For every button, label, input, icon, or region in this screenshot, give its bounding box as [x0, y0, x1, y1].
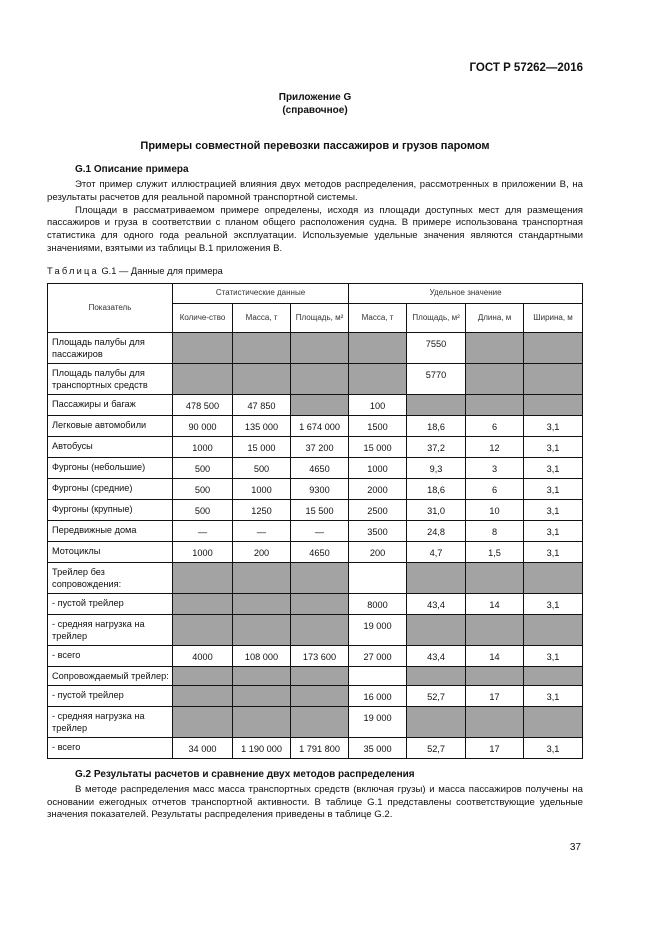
- shaded-cell: [233, 593, 291, 614]
- table-cell: —: [291, 520, 349, 541]
- shaded-cell: [466, 706, 524, 737]
- table-cell: 15 000: [349, 436, 407, 457]
- shaded-cell: [233, 685, 291, 706]
- table-row: [48, 415, 583, 436]
- table-cell: 4000: [173, 645, 233, 666]
- appendix-subtitle: (справочное): [282, 105, 348, 116]
- table-cell: 2500: [349, 499, 407, 520]
- section-1-heading: G.1 Описание примера: [75, 164, 189, 175]
- table-row: [48, 737, 583, 758]
- table-cell: 8000: [349, 593, 407, 614]
- table-cell: 1 791 800: [291, 737, 349, 758]
- row-label: Пассажиры и багаж: [48, 394, 173, 415]
- main-title: Примеры совместной перевозки пассажиров и грузов паромом: [140, 140, 490, 152]
- header-group-statistics: Статистические данные: [173, 283, 349, 303]
- shaded-cell: [173, 363, 233, 394]
- shaded-cell: [407, 706, 466, 737]
- shaded-cell: [466, 363, 524, 394]
- table-cell: 3500: [349, 520, 407, 541]
- shaded-cell: [291, 614, 349, 645]
- table-cell: 100: [349, 394, 407, 415]
- row-label: - средняя нагрузка на трейлер: [48, 706, 173, 737]
- shaded-cell: [291, 706, 349, 737]
- shaded-cell: [349, 363, 407, 394]
- document-page: [47, 0, 583, 874]
- table-cell: 52,7: [407, 685, 466, 706]
- shaded-cell: [233, 706, 291, 737]
- table-cell: 1000: [349, 457, 407, 478]
- table-cell: 9,3: [407, 457, 466, 478]
- column-header: Ширина, м: [524, 303, 583, 332]
- shaded-cell: [407, 614, 466, 645]
- row-label: Передвижные дома: [48, 520, 173, 541]
- shaded-cell: [233, 614, 291, 645]
- table-cell: 108 000: [233, 645, 291, 666]
- shaded-cell: [173, 614, 233, 645]
- table-cell: 5770: [407, 363, 466, 394]
- table-row: [48, 614, 583, 645]
- shaded-cell: [524, 562, 583, 593]
- column-header: Количе-ство: [173, 303, 233, 332]
- table-cell: 1 674 000: [291, 415, 349, 436]
- header-group-specific: Удельное значение: [349, 283, 583, 303]
- table-cell: 18,6: [407, 415, 466, 436]
- table-row: [48, 436, 583, 457]
- document-code: ГОСТ Р 57262—2016: [469, 62, 583, 74]
- caption-prefix: Таблица: [47, 265, 99, 276]
- table-cell: 8: [466, 520, 524, 541]
- row-label: - пустой трейлер: [48, 593, 173, 614]
- table-cell: 173 600: [291, 645, 349, 666]
- table-row: [48, 666, 583, 685]
- shaded-cell: [291, 593, 349, 614]
- shaded-cell: [524, 363, 583, 394]
- table-cell: 3: [466, 457, 524, 478]
- table-cell: 90 000: [173, 415, 233, 436]
- table-cell: 3,1: [524, 737, 583, 758]
- row-label: Площадь палубы для пассажиров: [48, 332, 173, 363]
- section-2-text: [47, 784, 583, 822]
- shaded-cell: [173, 562, 233, 593]
- table-row: [48, 394, 583, 415]
- shaded-cell: [173, 332, 233, 363]
- table-cell: 6: [466, 415, 524, 436]
- table-cell: 3,1: [524, 478, 583, 499]
- table-cell: 1,5: [466, 541, 524, 562]
- table-cell: 6: [466, 478, 524, 499]
- table-cell: 12: [466, 436, 524, 457]
- table-row: [48, 478, 583, 499]
- table-cell: 4,7: [407, 541, 466, 562]
- section-2-heading: G.2 Результаты расчетов и сравнение двух методов распределения: [75, 768, 415, 780]
- shaded-cell: [173, 685, 233, 706]
- table-cell: [349, 666, 407, 685]
- shaded-cell: [466, 666, 524, 685]
- row-label: Мотоциклы: [48, 541, 173, 562]
- row-label: Площадь палубы для транспортных средств: [48, 363, 173, 394]
- shaded-cell: [466, 614, 524, 645]
- table-cell: 37 200: [291, 436, 349, 457]
- table-cell: 15 000: [233, 436, 291, 457]
- row-label: Фургоны (небольшие): [48, 457, 173, 478]
- table-cell: 1500: [349, 415, 407, 436]
- table-cell: 200: [233, 541, 291, 562]
- table-cell: 19 000: [349, 614, 407, 645]
- paragraph: В методе распределения масс масса транспортных средств (включая грузы) и масса пассажиров получены на основании ежегодных отчетов транспортной активности. В таблице G.1 представлены соответствующие удельные значения показателей. Результаты распределения приведены в таблице G.2.: [47, 783, 583, 821]
- page-number: 37: [569, 842, 581, 854]
- shaded-cell: [173, 593, 233, 614]
- row-label: Легковые автомобили: [48, 415, 173, 436]
- table-caption: [47, 265, 583, 277]
- table-cell: 43,4: [407, 645, 466, 666]
- table-row: [48, 706, 583, 737]
- table-cell: 1 190 000: [233, 737, 291, 758]
- column-header: Масса, т: [233, 303, 291, 332]
- shaded-cell: [291, 363, 349, 394]
- row-label: - всего: [48, 737, 173, 758]
- table-cell: 18,6: [407, 478, 466, 499]
- table-cell: 16 000: [349, 685, 407, 706]
- paragraph: Площади в рассматриваемом примере определены, исходя из площади доступных мест для размещения пассажиров и груза в соответствии с планом общего расположения судна. В примере использована транспортная статистика для одного года реальной эксплуатации. Используемые удельные значения являются стандартными значениями, взятыми из таблицы В.1 приложения В.: [47, 204, 583, 254]
- table-cell: 3,1: [524, 593, 583, 614]
- table-cell: 500: [233, 457, 291, 478]
- table-row: [48, 457, 583, 478]
- shaded-cell: [291, 394, 349, 415]
- table-cell: 19 000: [349, 706, 407, 737]
- column-header: Площадь, м²: [407, 303, 466, 332]
- shaded-cell: [291, 685, 349, 706]
- row-label: - всего: [48, 645, 173, 666]
- table-cell: 14: [466, 645, 524, 666]
- table-cell: [349, 562, 407, 593]
- table-cell: 43,4: [407, 593, 466, 614]
- table-cell: 500: [173, 457, 233, 478]
- shaded-cell: [524, 614, 583, 645]
- row-label: Фургоны (средние): [48, 478, 173, 499]
- caption-text: G.1 — Данные для примера: [101, 265, 223, 276]
- shaded-cell: [524, 332, 583, 363]
- table-cell: 200: [349, 541, 407, 562]
- table-cell: —: [173, 520, 233, 541]
- row-label: Фургоны (крупные): [48, 499, 173, 520]
- table-cell: 1000: [173, 541, 233, 562]
- table-cell: 35 000: [349, 737, 407, 758]
- table-cell: 3,1: [524, 645, 583, 666]
- table-cell: 2000: [349, 478, 407, 499]
- table-cell: 1000: [173, 436, 233, 457]
- appendix-title: Приложение G: [278, 92, 352, 103]
- table-cell: 4650: [291, 541, 349, 562]
- shaded-cell: [466, 394, 524, 415]
- column-header: Длина, м: [466, 303, 524, 332]
- table-cell: —: [233, 520, 291, 541]
- shaded-cell: [233, 332, 291, 363]
- shaded-cell: [291, 666, 349, 685]
- table-cell: 135 000: [233, 415, 291, 436]
- row-label: Трейлер без сопровождения:: [48, 562, 173, 593]
- table-cell: 500: [173, 478, 233, 499]
- section-1-text: [47, 179, 583, 256]
- table-cell: 3,1: [524, 436, 583, 457]
- table-row: [48, 541, 583, 562]
- table-row: [48, 332, 583, 363]
- shaded-cell: [407, 562, 466, 593]
- table-cell: 17: [466, 737, 524, 758]
- shaded-cell: [173, 666, 233, 685]
- table-cell: 3,1: [524, 541, 583, 562]
- table-row: [48, 645, 583, 666]
- table-row: [48, 593, 583, 614]
- table-cell: 17: [466, 685, 524, 706]
- table-cell: 7550: [407, 332, 466, 363]
- shaded-cell: [466, 562, 524, 593]
- table-cell: 15 500: [291, 499, 349, 520]
- table-cell: 9300: [291, 478, 349, 499]
- table-cell: 31,0: [407, 499, 466, 520]
- shaded-cell: [233, 666, 291, 685]
- table-cell: 37,2: [407, 436, 466, 457]
- table-row: [48, 562, 583, 593]
- table-row: [48, 363, 583, 394]
- shaded-cell: [349, 332, 407, 363]
- table-cell: 34 000: [173, 737, 233, 758]
- table-row: [48, 685, 583, 706]
- shaded-cell: [233, 562, 291, 593]
- row-label: Сопровождаемый трейлер:: [48, 666, 173, 685]
- table-cell: 3,1: [524, 457, 583, 478]
- table-cell: 3,1: [524, 499, 583, 520]
- table-cell: 47 850: [233, 394, 291, 415]
- shaded-cell: [407, 666, 466, 685]
- table-cell: 27 000: [349, 645, 407, 666]
- shaded-cell: [524, 394, 583, 415]
- shaded-cell: [291, 332, 349, 363]
- column-header: Масса, т: [349, 303, 407, 332]
- row-label: Автобусы: [48, 436, 173, 457]
- table-cell: 3,1: [524, 685, 583, 706]
- table-row: [48, 520, 583, 541]
- table-cell: 14: [466, 593, 524, 614]
- table-cell: 24,8: [407, 520, 466, 541]
- shaded-cell: [291, 562, 349, 593]
- table-cell: 478 500: [173, 394, 233, 415]
- header-indicator: Показатель: [48, 283, 173, 332]
- table-cell: 1000: [233, 478, 291, 499]
- shaded-cell: [233, 363, 291, 394]
- table-cell: 1250: [233, 499, 291, 520]
- paragraph: Этот пример служит иллюстрацией влияния двух методов распределения, рассмотренных в приложении В, на результаты расчетов для реальной паромной транспортной системы.: [47, 179, 583, 203]
- shaded-cell: [407, 394, 466, 415]
- shaded-cell: [524, 706, 583, 737]
- table-cell: 10: [466, 499, 524, 520]
- column-header: Площадь, м²: [291, 303, 349, 332]
- table-row: [48, 499, 583, 520]
- appendix-heading: [47, 91, 583, 117]
- shaded-cell: [466, 332, 524, 363]
- table-cell: 4650: [291, 457, 349, 478]
- table-cell: 3,1: [524, 520, 583, 541]
- data-table: [47, 283, 583, 759]
- row-label: - пустой трейлер: [48, 685, 173, 706]
- shaded-cell: [524, 666, 583, 685]
- table-cell: 52,7: [407, 737, 466, 758]
- table-cell: 500: [173, 499, 233, 520]
- row-label: - средняя нагрузка на трейлер: [48, 614, 173, 645]
- table-cell: 3,1: [524, 415, 583, 436]
- shaded-cell: [173, 706, 233, 737]
